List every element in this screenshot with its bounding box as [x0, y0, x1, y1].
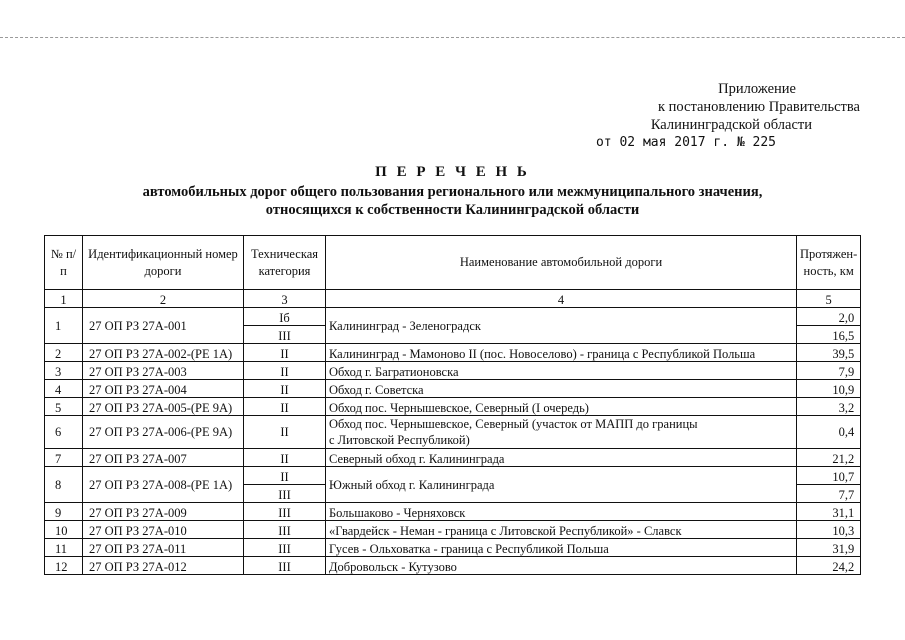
index-cell: 5 — [797, 290, 861, 308]
appendix-date-line: от 02 мая 2017 г. № 225 — [595, 135, 776, 150]
header-name: Наименование автомобильной дороги — [326, 236, 797, 290]
row-num: 2 — [45, 344, 83, 362]
row-length: 10,3 — [797, 521, 861, 539]
roads-table — [44, 235, 861, 575]
header-length: Протяжен-ность, км — [797, 236, 861, 290]
row-length: 31,9 — [797, 539, 861, 557]
row-name: Гусев - Ольховатка - граница с Республикой Польша — [326, 539, 797, 557]
row-code: 27 ОП РЗ 27А-004 — [83, 380, 244, 398]
row-category: II — [244, 416, 326, 449]
row-num: 9 — [45, 503, 83, 521]
row-num: 11 — [45, 539, 83, 557]
row-category: III — [244, 521, 326, 539]
row-length: 24,2 — [797, 557, 861, 575]
row-length: 21,2 — [797, 449, 861, 467]
row-length: 0,4 — [797, 416, 861, 449]
document-title: П Е Р Е Ч Е Н Ь — [375, 164, 530, 180]
row-category: II — [244, 344, 326, 362]
row-num: 8 — [45, 467, 83, 503]
header-code: Идентификационный номер дороги — [83, 236, 244, 290]
row-length: 10,9 — [797, 380, 861, 398]
appendix-line-3: Калининградской области — [650, 117, 812, 133]
subtitle-line-1: автомобильных дорог общего пользования регионального или межмуниципального значения, — [142, 184, 763, 200]
row-num: 1 — [45, 308, 83, 344]
table-row — [45, 344, 861, 362]
row-name: Обход г. Советска — [326, 380, 797, 398]
table-row — [45, 557, 861, 575]
row-num: 3 — [45, 362, 83, 380]
row-category: II — [244, 380, 326, 398]
row-num: 7 — [45, 449, 83, 467]
row-name: Северный обход г. Калининграда — [326, 449, 797, 467]
table-row — [45, 467, 861, 485]
row-name: Южный обход г. Калининграда — [326, 467, 797, 503]
row-code: 27 ОП РЗ 27А-007 — [83, 449, 244, 467]
row-length: 39,5 — [797, 344, 861, 362]
index-cell: 3 — [244, 290, 326, 308]
row-code: 27 ОП РЗ 27А-008-(РЕ 1А) — [83, 467, 244, 503]
appendix-line-2: к постановлению Правительства — [658, 99, 860, 115]
row-name: Калининград - Зеленоградск — [326, 308, 797, 344]
table-row — [45, 380, 861, 398]
row-category: II — [244, 362, 326, 380]
row-category: III — [244, 539, 326, 557]
row-length: 7,7 — [797, 485, 861, 503]
header-category: Техническая категория — [244, 236, 326, 290]
row-code: 27 ОП РЗ 27А-006-(РЕ 9А) — [83, 416, 244, 449]
appendix-block — [560, 80, 860, 152]
row-code: 27 ОП РЗ 27А-002-(РЕ 1А) — [83, 344, 244, 362]
row-code: 27 ОП РЗ 27А-005-(РЕ 9А) — [83, 398, 244, 416]
row-length: 10,7 — [797, 467, 861, 485]
row-name: Обход г. Багратионовска — [326, 362, 797, 380]
header-row — [45, 236, 861, 290]
row-name: Обход пос. Чернышевское, Северный (I очередь) — [326, 398, 797, 416]
row-name: Калининград - Мамоново II (пос. Новоселово) - граница с Республикой Польша — [326, 344, 797, 362]
row-length: 3,2 — [797, 398, 861, 416]
row-category: II — [244, 398, 326, 416]
table-row — [45, 308, 861, 326]
subtitle-line-2: относящихся к собственности Калининградской области — [265, 202, 640, 218]
row-code: 27 ОП РЗ 27А-001 — [83, 308, 244, 344]
row-num: 12 — [45, 557, 83, 575]
row-category: II — [244, 449, 326, 467]
row-name-line-1: Обход пос. Чернышевское, Северный (участок от МАПП до границы — [329, 417, 698, 431]
table-row — [45, 521, 861, 539]
row-category: III — [244, 326, 326, 344]
row-name: «Гвардейск - Неман - граница с Литовской Республикой» - Славск — [326, 521, 797, 539]
table-row — [45, 416, 861, 449]
index-cell: 1 — [45, 290, 83, 308]
row-name: Большаково - Черняховск — [326, 503, 797, 521]
index-cell: 4 — [326, 290, 797, 308]
row-length: 2,0 — [797, 308, 861, 326]
document-subtitle — [0, 183, 905, 219]
row-name — [326, 416, 797, 449]
row-category: II — [244, 467, 326, 485]
table-row — [45, 362, 861, 380]
top-divider — [0, 37, 905, 38]
row-num: 5 — [45, 398, 83, 416]
row-code: 27 ОП РЗ 27А-003 — [83, 362, 244, 380]
header-num: № п/п — [45, 236, 83, 290]
row-category: III — [244, 557, 326, 575]
row-category: III — [244, 485, 326, 503]
table-row — [45, 539, 861, 557]
column-index-row — [45, 290, 861, 308]
row-num: 6 — [45, 416, 83, 449]
table-row — [45, 398, 861, 416]
table-row — [45, 503, 861, 521]
table-row — [45, 449, 861, 467]
row-category: Iб — [244, 308, 326, 326]
row-num: 4 — [45, 380, 83, 398]
row-length: 16,5 — [797, 326, 861, 344]
row-code: 27 ОП РЗ 27А-012 — [83, 557, 244, 575]
index-cell: 2 — [83, 290, 244, 308]
row-name: Добровольск - Кутузово — [326, 557, 797, 575]
row-code: 27 ОП РЗ 27А-009 — [83, 503, 244, 521]
row-length: 31,1 — [797, 503, 861, 521]
row-code: 27 ОП РЗ 27А-010 — [83, 521, 244, 539]
row-name-line-2: с Литовской Республикой) — [329, 433, 470, 447]
row-code: 27 ОП РЗ 27А-011 — [83, 539, 244, 557]
row-category: III — [244, 503, 326, 521]
appendix-line-1: Приложение — [718, 81, 796, 97]
row-num: 10 — [45, 521, 83, 539]
row-length: 7,9 — [797, 362, 861, 380]
